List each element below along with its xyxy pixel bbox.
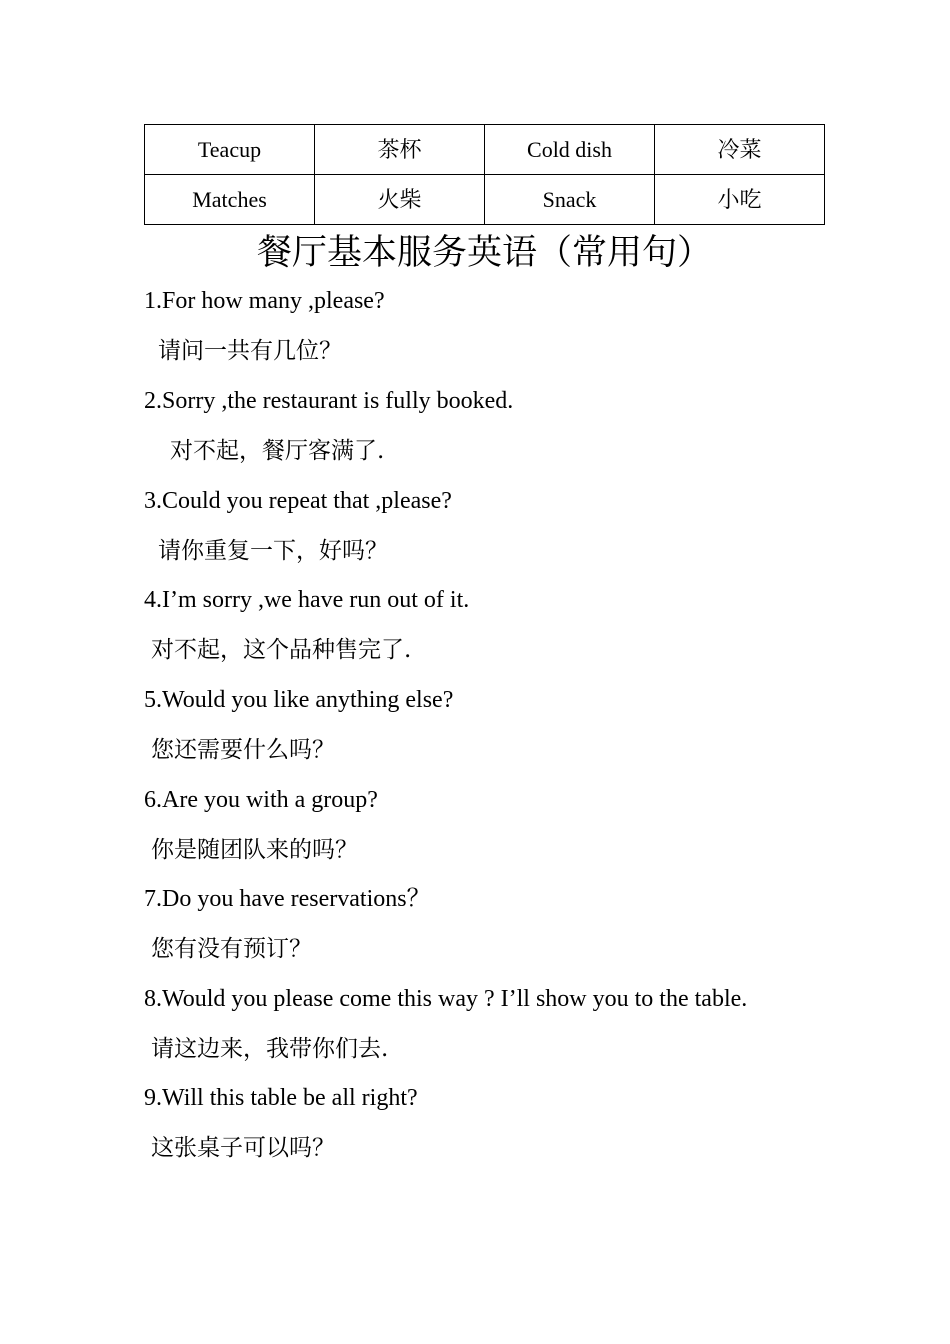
sentence-chinese: 您有没有预订？ <box>151 936 312 962</box>
table-row <box>145 175 825 225</box>
sentence-english: 9.Will this table be all right? <box>144 1085 418 1111</box>
sentence-english: 3.Could you repeat that ,please? <box>144 488 452 514</box>
table-row <box>145 125 825 175</box>
table-cell-english: Snack <box>485 175 655 225</box>
sentence-chinese: 这张桌子可以吗？ <box>151 1135 335 1161</box>
sentence-chinese: 对不起，餐厅客满了. <box>170 438 385 464</box>
sentence-english: 5.Would you like anything else? <box>144 687 454 713</box>
sentence-chinese: 您还需要什么吗？ <box>151 737 335 763</box>
page-title: 餐厅基本服务英语（常用句） <box>256 233 712 273</box>
table-cell-chinese: 茶杯 <box>315 125 485 175</box>
vocabulary-table <box>144 124 825 225</box>
table-cell-chinese: 小吃 <box>655 175 825 225</box>
sentence-english: 7.Do you have reservations？ <box>144 886 431 912</box>
table-cell-english: Cold dish <box>485 125 655 175</box>
sentence-chinese: 请问一共有几位？ <box>158 338 342 364</box>
table-cell-chinese: 冷菜 <box>655 125 825 175</box>
sentence-chinese: 对不起，这个品种售完了. <box>151 637 412 663</box>
sentence-chinese: 请你重复一下，好吗？ <box>158 538 388 564</box>
table-cell-english: Matches <box>145 175 315 225</box>
sentence-english: 2.Sorry ,the restaurant is fully booked. <box>144 388 514 414</box>
sentence-english: 4.I’m sorry ,we have run out of it. <box>144 587 470 613</box>
table-cell-chinese: 火柴 <box>315 175 485 225</box>
sentence-english: 6.Are you with a group? <box>144 787 378 813</box>
table-cell-english: Teacup <box>145 125 315 175</box>
sentence-english: 1.For how many ,please? <box>144 288 385 314</box>
sentence-english: 8.Would you please come this way ? I’ll show you to the table. <box>144 986 748 1012</box>
sentence-chinese: 请这边来，我带你们去. <box>151 1036 389 1062</box>
sentence-chinese: 你是随团队来的吗？ <box>151 837 358 863</box>
